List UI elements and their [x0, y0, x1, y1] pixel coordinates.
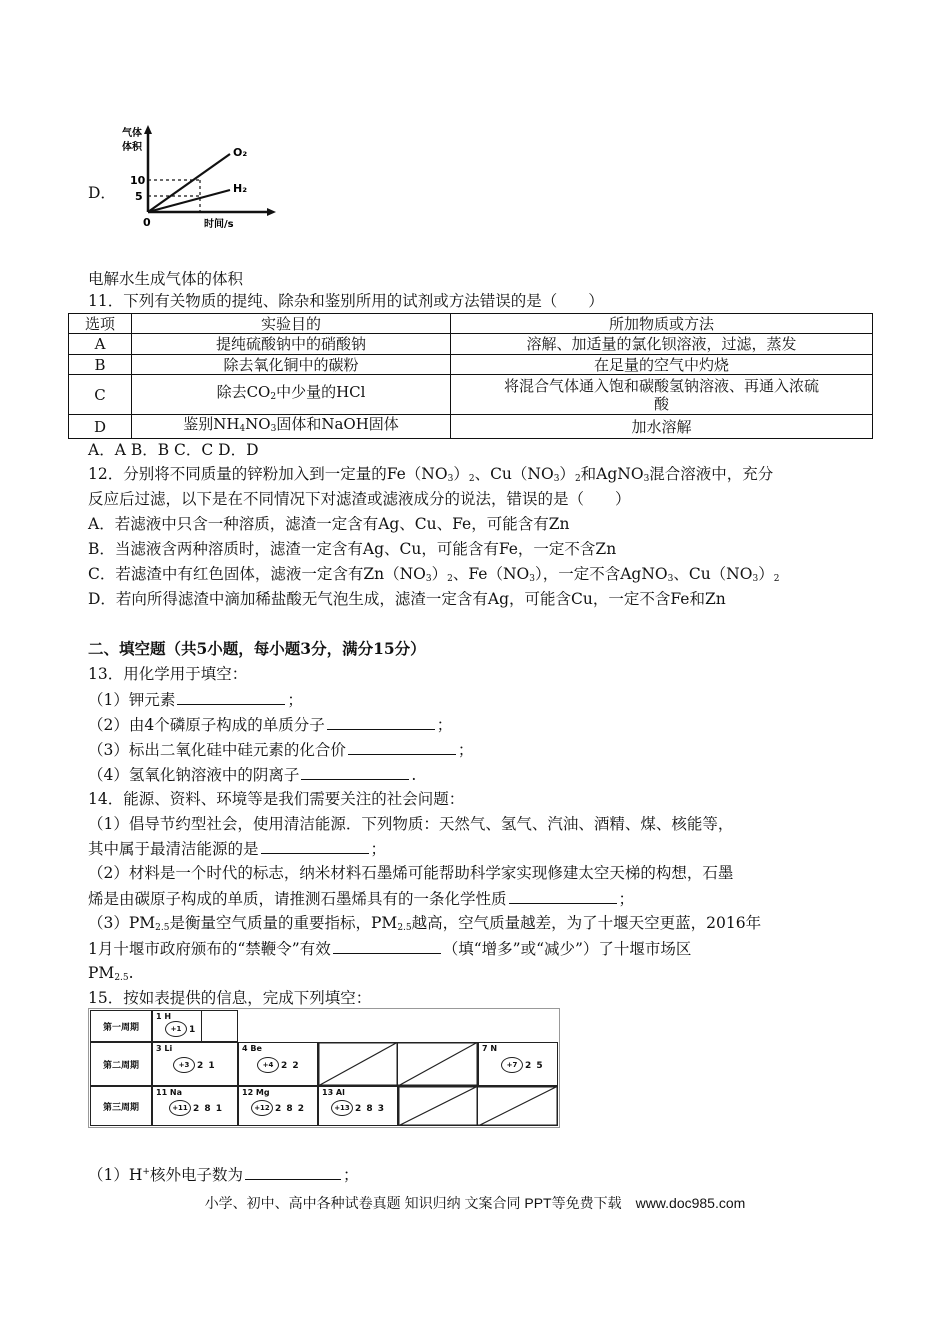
q14-part3-line2: 1月十堰市政府颁布的“禁鞭令”有效 （填“增多”或“减少”）了十堰市场区 [88, 940, 692, 958]
q13-stem: 13．用化学用于填空： [88, 665, 248, 683]
period2-label: 第二周期 [90, 1042, 152, 1086]
q14-stem: 14．能源、资料、环境等是我们需要关注的社会问题： [88, 790, 465, 808]
row-option: C [69, 375, 132, 415]
q11-stem: 11．下列有关物质的提纯、除杂和鉴别所用的试剂或方法错误的是（ ） [88, 292, 604, 310]
q12-stem-line1: 12．分别将不同质量的锌粉加入到一定量的$Fe(NO_3)_2$、$Cu(NO_3)_2$和AgNO$_3$混合溶液中，充分 [88, 465, 774, 484]
answer-blank[interactable] [333, 938, 441, 954]
periodic-table-excerpt [88, 1008, 560, 1128]
q14-part2-line2: 烯是由碳原子构成的单质，请推测石墨烯具有的一条化学性质 ； [88, 890, 635, 908]
q14-part2-line1: （2）材料是一个时代的标志，纳米材料石墨烯可能帮助科学家实现修建太空天梯的构想，石墨 [88, 864, 734, 882]
q12-option-b: B．当滤液含两种溶质时，滤渣一定含有Ag、Cu，可能含有Fe，一定不含Zn [88, 540, 617, 558]
header-purpose: 实验目的 [132, 314, 451, 334]
table-row [69, 415, 873, 439]
answer-blank[interactable] [177, 689, 285, 705]
element-be: 4 Be +4 2 2 [238, 1042, 318, 1086]
crossed-cells [398, 1086, 558, 1126]
row-purpose: 提纯硫酸钠中的硝酸钠 [132, 334, 451, 355]
table-row [69, 355, 873, 375]
origin-label: 0 [143, 216, 151, 229]
y-axis-arrow [144, 125, 152, 134]
q14-part1-line2: 其中属于最清洁能源的是 ； [88, 840, 387, 858]
row-method: 加水溶解 [451, 415, 873, 439]
q11-table [68, 313, 873, 439]
answer-blank[interactable] [509, 888, 617, 904]
option-d-label: D． [88, 184, 116, 202]
row-method: 溶解、加适量的氯化钡溶液，过滤，蒸发 [451, 334, 873, 355]
gas-volume-graph [118, 120, 278, 250]
element-na: 11 Na +11 2 8 1 [152, 1086, 238, 1126]
element-li: 3 Li +3 2 1 [152, 1042, 238, 1086]
answer-blank[interactable] [327, 714, 435, 730]
q15-part1: （1）H+核外电子数为 ； [88, 1166, 359, 1185]
period1-label: 第一周期 [90, 1010, 152, 1042]
answer-blank[interactable] [261, 838, 369, 854]
x-axis-label: 时间/s [204, 219, 234, 230]
y-axis-label-top: 气体 [122, 128, 142, 139]
q13-part1: （1）钾元素 ； [88, 691, 303, 709]
period3-label: 第三周期 [90, 1086, 152, 1126]
q14-part3-line1: $(3)PM_{2.5}$是衡量空气质量的重要指标，$PM_{2.5}$越高，空气质量越差，为了十堰天空更蓝，2016年 [88, 914, 762, 933]
q14-part3-line3: $PM_{2.5}$. [88, 964, 134, 983]
row-option: B [69, 355, 132, 375]
row-method: 在足量的空气中灼烧 [451, 355, 873, 375]
h2-label: H₂ [233, 182, 248, 195]
row-option: A [69, 334, 132, 355]
row-purpose: 除去$CO_2$中少量的HCl [132, 375, 451, 415]
q14-part1-line1: （1）倡导节约型社会，使用清洁能源．下列物质：天然气、氢气、汽油、酒精、煤、核能等， [88, 815, 734, 833]
q12-option-a: A．若滤液中只含一种溶质，滤渣一定含有Ag、Cu、Fe，可能含有Zn [88, 515, 570, 533]
answer-blank[interactable] [348, 739, 456, 755]
page-footer: 小学、初中、高中各种试卷真题 知识归纳 文案合同 PPT等免费下载 www.doc985.com [204, 1195, 746, 1211]
q13-part3: （3）标出二氧化硅中硅元素的化合价 ； [88, 741, 474, 759]
x-axis-arrow [267, 208, 276, 216]
q12-stem-line2: 反应后过滤，以下是在不同情况下对滤渣或滤液成分的说法，错误的是（ ） [88, 490, 631, 508]
row-method: 将混合气体通入饱和碳酸氢钠溶液、再通入浓硫 酸 [451, 375, 873, 415]
y-axis-label-bottom: 体积 [122, 142, 142, 153]
q12-option-c: C．若滤渣中有红色固体，滤液一定含有$Zn(NO_3)_2$、$Fe(NO_3)$，一定不含AgNO$_3$、$Cu(NO_3)_2$ [88, 565, 780, 584]
q13-part2: （2）由4个磷原子构成的单质分子 ； [88, 716, 453, 734]
y-tick-10: 10 [130, 174, 146, 187]
crossed-cells [318, 1042, 478, 1086]
q11-answers: A．A B．B C．C D．D [88, 441, 259, 459]
q13-part4: （4）氢氧化钠溶液中的阴离子 . [88, 766, 417, 784]
element-h: 1 H +1 1 [152, 1010, 202, 1042]
header-method: 所加物质或方法 [451, 314, 873, 334]
element-n: 7 N +7 2 5 [478, 1042, 558, 1086]
answer-blank[interactable] [301, 764, 409, 780]
row-purpose: 除去氧化铜中的碳粉 [132, 355, 451, 375]
table-row [69, 334, 873, 355]
section2-title: 二、填空题（共5小题，每小题3分，满分15分） [88, 639, 426, 658]
y-tick-5: 5 [135, 190, 143, 203]
table-header-row [69, 314, 873, 334]
o2-line [148, 154, 230, 212]
answer-blank[interactable] [245, 1164, 341, 1180]
q12-option-d: D．若向所得滤渣中滴加稀盐酸无气泡生成，滤渣一定含有Ag，可能含Cu，一定不含Fe和Zn [88, 590, 726, 608]
table-row [69, 375, 873, 415]
empty-cell [202, 1010, 238, 1042]
q15-stem: 15．按如表提供的信息，完成下列填空： [88, 989, 372, 1007]
o2-label: O₂ [233, 146, 248, 159]
element-al: 13 Al +13 2 8 3 [318, 1086, 398, 1126]
row-purpose: 鉴别$NH_4NO_3$固体和NaOH固体 [132, 415, 451, 439]
element-mg: 12 Mg +12 2 8 2 [238, 1086, 318, 1126]
graph-caption: 电解水生成气体的体积 [88, 270, 244, 288]
h2-line [148, 190, 230, 212]
row-option: D [69, 415, 132, 439]
header-option: 选项 [69, 314, 132, 334]
